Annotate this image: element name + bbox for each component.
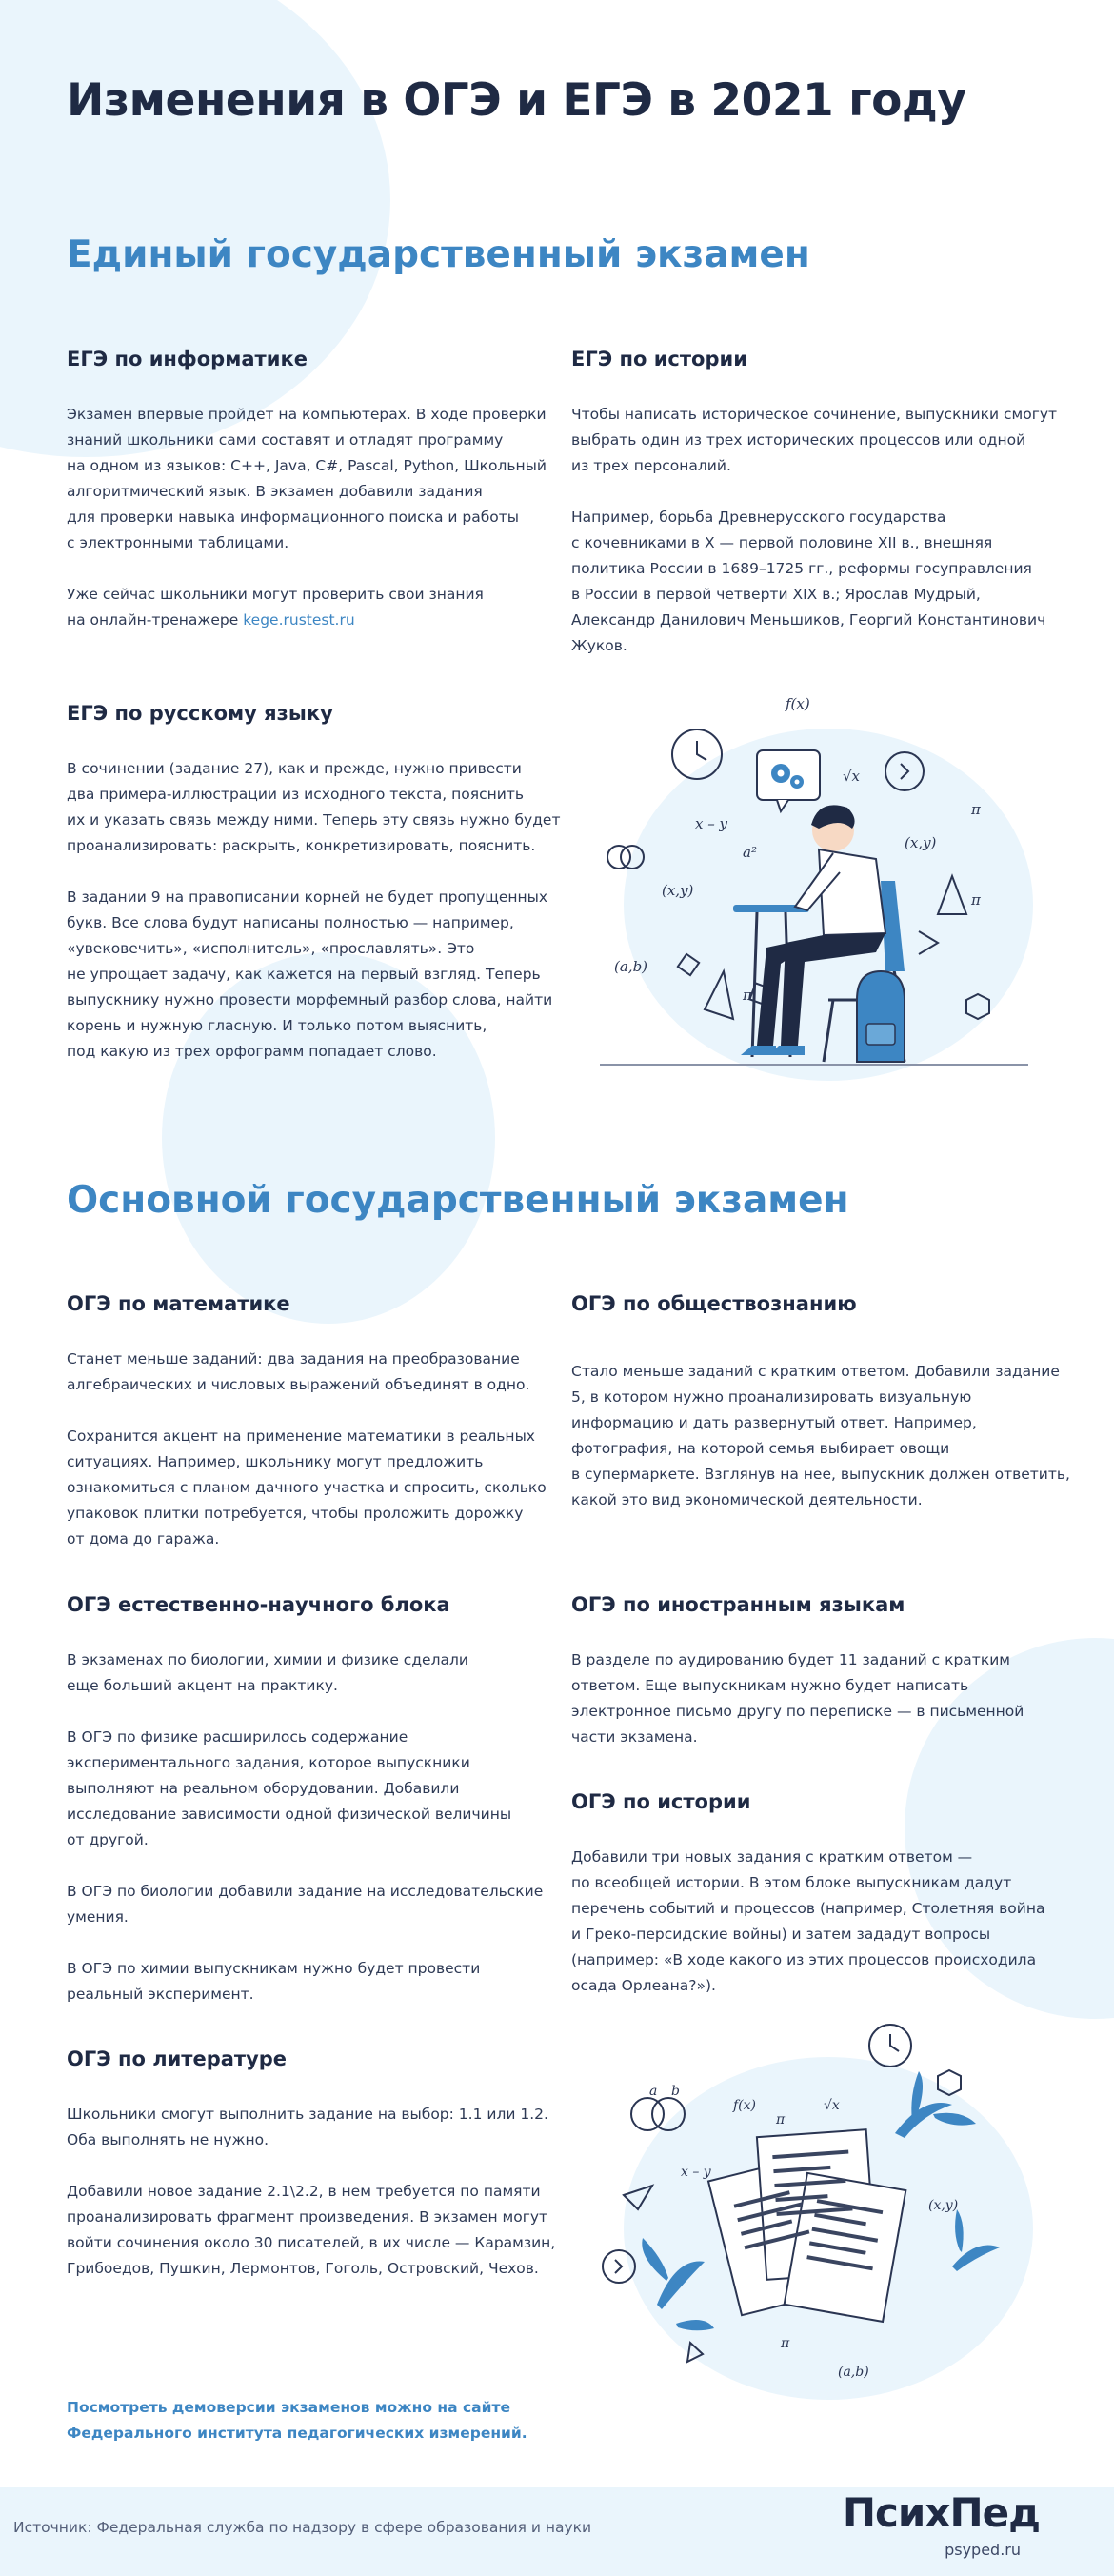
oge-science-block — [67, 1593, 562, 2007]
label-sqrt-x: √x — [843, 768, 861, 785]
oge-foreign-text-1: В разделе по аудированию будет 11 заданий с кратким ответом. Еще выпускникам нужно будет написать электронное письмо другу по переписке — в письменной части экзамена. — [571, 1651, 1024, 1746]
ege-informatics-text-1: Экзамен впервые пройдет на компьютерах. В ходе проверки знаний школьники сами составят и отладят программу на одном из языков: C++, Java, C#, Pascal, Python, Школьный алгоритмический язык. В экзамен добавили задания для проверки навыка информационного поиска и работы с электронными таблицами. — [67, 406, 547, 551]
oge-heading: Основной государственный экзамен — [67, 1179, 849, 1222]
oge-literature-text-2: Добавили новое задание 2.1\2.2, в нем требуется по памяти проанализировать фрагмент произведения. В экзамен могут войти сочинения около 30 писателей, в их числе — Карамзин, Грибоедов, Пушкин, Лермонтов, Гоголь, Островский, Чехов. — [67, 2183, 556, 2277]
oge-math-title: ОГЭ по математике — [67, 1292, 290, 1315]
oge-math-block — [67, 1292, 562, 1552]
label-pi-3: π — [743, 987, 752, 1004]
psyped-logo: ПсихПед — [842, 2489, 1040, 2536]
label-xy-left: (x,y) — [662, 882, 694, 899]
demo-versions-note[interactable]: Посмотреть демоверсии экзаменов можно на сайте Федерального института педагогических измерений. — [67, 2399, 527, 2442]
source-text: Источник: Федеральная служба по надзору в сфере образования и науки — [13, 2519, 592, 2536]
page-title: Изменения в ОГЭ и ЕГЭ в 2021 году — [67, 74, 966, 127]
oge-science-title: ОГЭ естественно-научного блока — [67, 1593, 450, 1616]
kege-link[interactable]: kege.rustest.ru — [243, 611, 355, 629]
ege-russian-text-2: В задании 9 на правописании корней не будет пропущенных букв. Все слова будут написаны полностью — например, «увековечить», «исполнитель», «прославлять». Это не упрощает задачу, как кажется на первый взгляд. Теперь выпускнику нужно провести морфемный разбор слова, найти корень и нужную гласную. И только потом выяснить, под какую из трех орфограмм попадает слово. — [67, 889, 553, 1060]
label-pi-2: π — [971, 891, 981, 909]
label2-pi-2: π — [781, 2336, 790, 2351]
oge-social-text-1: Стало меньше заданий с кратким ответом. Добавили задание 5, в котором нужно проанализировать визуальную информацию и дать развернутый ответ. Например, фотография, на которой семья выбирает овощи в супермаркете. Взглянув на нее, выпускник должен ответить, какой это вид экономической деятельности. — [571, 1363, 1070, 1508]
label-fx: f(x) — [786, 695, 810, 712]
oge-science-text-1: В экзаменах по биологии, химии и физике сделали еще больший акцент на практику. — [67, 1651, 468, 1694]
student-illustration — [590, 686, 1038, 1086]
label-pi-1: π — [971, 801, 981, 818]
oge-science-text-2: В ОГЭ по физике расширилось содержание экспериментального задания, которое выпускники выполняют на реальном оборудовании. Добавили исследование зависимости одной физической величины от другой. — [67, 1728, 512, 1848]
label-a2: a² — [743, 844, 757, 861]
oge-social-title: ОГЭ по обществознанию — [571, 1292, 857, 1315]
ege-history-text-1: Чтобы написать историческое сочинение, выпускники смогут выбрать один из трех исторических процессов или одной из трех персоналий. — [571, 406, 1058, 474]
ege-heading: Единый государственный экзамен — [67, 233, 810, 276]
oge-literature-text-1: Школьники смогут выполнить задание на выбор: 1.1 или 1.2. Оба выполнять не нужно. — [67, 2106, 548, 2148]
ege-informatics-block — [67, 348, 562, 633]
oge-history-title: ОГЭ по истории — [571, 1790, 751, 1813]
ege-russian-text-1: В сочинении (задание 27), как и прежде, нужно привести два примера-иллюстрации из исходного текста, пояснить их и указать связь между ними. Теперь эту связь нужно будет проанализировать: раскрыть, конкретизировать, пояснить. — [67, 760, 561, 854]
oge-science-text-4: В ОГЭ по химии выпускникам нужно будет провести реальный эксперимент. — [67, 1960, 481, 2003]
label2-b: b — [671, 2084, 680, 2099]
oge-social-block — [571, 1292, 1076, 1513]
label2-xy: (x,y) — [928, 2198, 959, 2213]
label-x-minus-y: x – y — [695, 815, 727, 832]
ege-russian-title: ЕГЭ по русскому языку — [67, 702, 333, 725]
label-ab: (a,b) — [614, 958, 648, 975]
oge-literature-title: ОГЭ по литературе — [67, 2047, 288, 2070]
label2-x-minus-y: x – y — [681, 2165, 711, 2180]
oge-history-block — [571, 1790, 1076, 1999]
label2-a: a — [649, 2084, 658, 2099]
ege-informatics-text-2-prefix: Уже сейчас школьники могут проверить свои знания на онлайн-тренажере — [67, 586, 484, 629]
label2-pi-1: π — [776, 2112, 786, 2127]
papers-illustration — [600, 2019, 1038, 2419]
ege-informatics-text-2 — [67, 582, 562, 633]
oge-literature-block — [67, 2047, 562, 2282]
backpack-icon — [857, 971, 905, 1062]
ege-informatics-title: ЕГЭ по информатике — [67, 348, 308, 370]
label-xy-right: (x,y) — [905, 834, 937, 851]
ege-history-text-2: Например, борьба Древнерусского государства с кочевниками в X — первой половине XII в., внешняя политика России в 1689–1725 гг., реформы госуправления в России в первой четверти XIX в.; Ярослав Мудрый, Александр Данилович Меньшиков, Георгий Константинович Жуков. — [571, 509, 1046, 654]
oge-math-text-1: Станет меньше заданий: два задания на преобразование алгебраических и числовых выражений объединят в одно. — [67, 1350, 530, 1393]
label2-fx: f(x) — [733, 2098, 757, 2113]
ege-history-title: ЕГЭ по истории — [571, 348, 747, 370]
site-url[interactable]: psyped.ru — [945, 2541, 1021, 2559]
oge-science-text-3: В ОГЭ по биологии добавили задание на исследовательские умения. — [67, 1883, 544, 1926]
label2-sqrt-x: √x — [824, 2098, 840, 2113]
oge-math-text-2: Сохранится акцент на применение математики в реальных ситуациях. Например, школьнику могут предложить ознакомиться с планом дачного участка и спросить, сколько упаковок плитки потребуется, чтобы проложить дорожку от дома до гаража. — [67, 1428, 547, 1548]
oge-foreign-title: ОГЭ по иностранным языкам — [571, 1593, 905, 1616]
oge-history-text-1: Добавили три новых задания с кратким ответом — по всеобщей истории. В этом блоке выпускникам дадут перечень событий и процессов (например, Столетняя война и Греко-персидские войны) и затем зададут вопросы (например: «В ходе какого из этих процессов происходила осада Орлеана?»). — [571, 1848, 1045, 1994]
ege-history-block — [571, 348, 1076, 659]
ege-russian-block — [67, 702, 562, 1065]
label2-ab: (a,b) — [838, 2365, 869, 2380]
oge-foreign-block — [571, 1593, 1076, 1750]
